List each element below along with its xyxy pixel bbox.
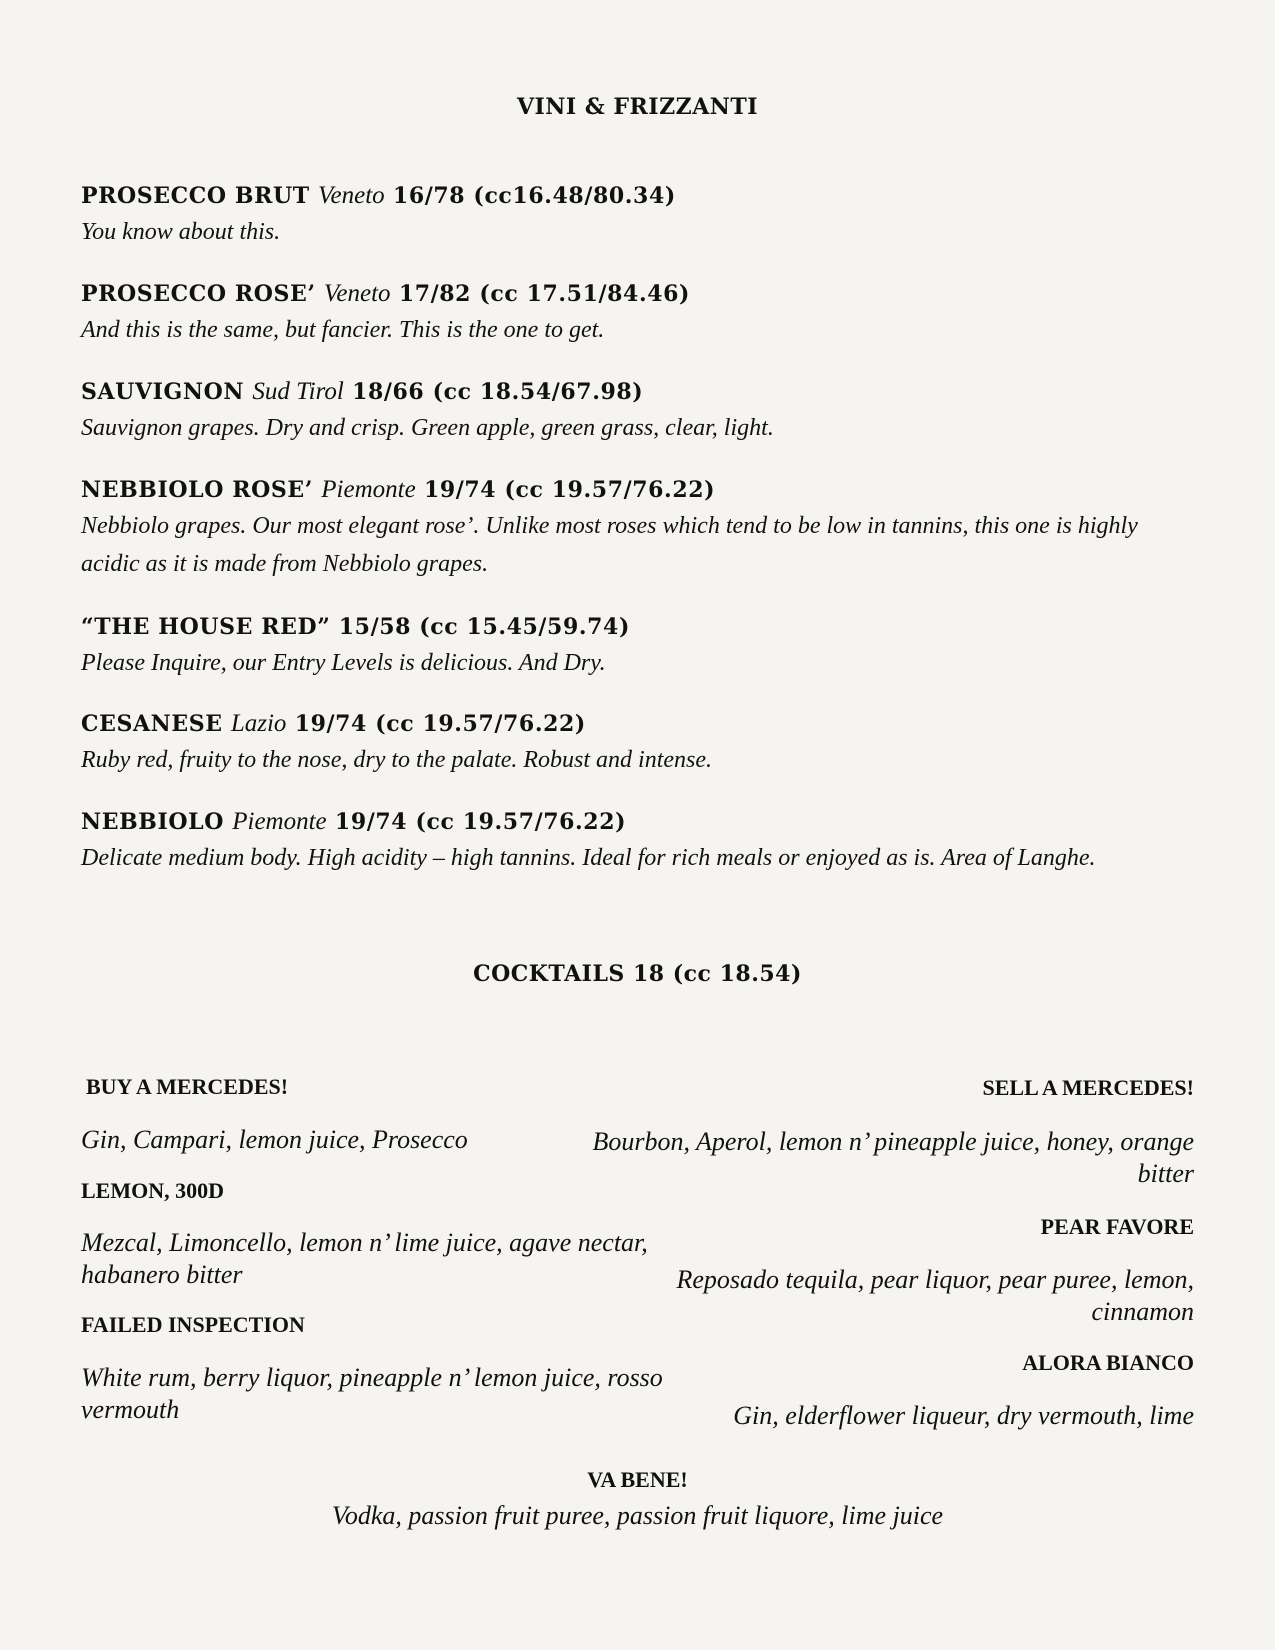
- wine-description: Sauvignon grapes. Dry and crisp. Green apple, green grass, clear, light.: [81, 415, 774, 441]
- wine-region: Veneto: [318, 182, 385, 209]
- cocktail-name: SELL A MERCEDES!: [982, 1075, 1194, 1100]
- wine-description: Delicate medium body. High acidity – high tannins. Ideal for rich meals or enjoyed as is. Area of Langhe.: [81, 845, 1096, 871]
- wine-price: 18/66 (cc 18.54/67.98): [352, 379, 644, 405]
- cocktail-ingredients: Mezcal, Limoncello, lemon n’ lime juice, agave nectar, habanero bitter: [81, 1228, 648, 1289]
- wine-description: And this is the same, but fancier. This is the one to get.: [81, 317, 605, 343]
- wine-price: 19/74 (cc 19.57/76.22): [423, 477, 716, 503]
- wine-name: NEBBIOLO ROSE’: [81, 477, 313, 503]
- wine-name: PROSECCO BRUT: [81, 183, 310, 209]
- cocktail-name: PEAR FAVORE: [1040, 1214, 1194, 1239]
- wine-name: NEBBIOLO: [81, 809, 224, 835]
- wine-price: 19/74 (cc 19.57/76.22): [334, 809, 627, 835]
- wine-item: [81, 181, 1201, 251]
- cocktail-ingredients: Reposado tequila, pear liquor, pear puree, lemon, cinnamon: [676, 1265, 1194, 1326]
- wine-region: Sud Tirol: [252, 378, 344, 405]
- wine-region: Lazio: [230, 710, 287, 737]
- wine-item: [81, 475, 1201, 583]
- wine-name: PROSECCO ROSE’: [81, 281, 316, 307]
- wine-description: Ruby red, fruity to the nose, dry to the palate. Robust and intense.: [81, 747, 713, 773]
- cocktail-name: BUY A MERCEDES!: [86, 1074, 289, 1099]
- wine-price: 17/82 (cc 17.51/84.46): [398, 281, 691, 307]
- cocktail-ingredients: Vodka, passion fruit puree, passion fruit liquore, lime juice: [331, 1501, 944, 1530]
- wine-name: CESANESE: [81, 711, 223, 737]
- wine-item: [81, 612, 1201, 682]
- cocktails-section-title: COCKTAILS 18 (cc 18.54): [473, 961, 802, 987]
- wine-region: Piemonte: [321, 476, 416, 503]
- wine-item: [81, 807, 1201, 877]
- cocktail-ingredients: Gin, Campari, lemon juice, Prosecco: [81, 1125, 468, 1154]
- wine-name: SAUVIGNON: [81, 379, 245, 405]
- wine-price: 16/78 (cc16.48/80.34): [392, 183, 676, 209]
- wine-item: [81, 377, 1201, 447]
- cocktail-name: LEMON, 300D: [81, 1178, 224, 1203]
- wine-description: Please Inquire, our Entry Levels is delicious. And Dry.: [81, 650, 606, 676]
- cocktail-name: VA BENE!: [587, 1467, 688, 1492]
- cocktail-ingredients: Gin, elderflower liqueur, dry vermouth, lime: [733, 1401, 1194, 1430]
- wine-price: 19/74 (cc 19.57/76.22): [294, 711, 586, 737]
- wine-name: “THE HOUSE RED”: [81, 614, 331, 640]
- wine-description: Nebbiolo grapes. Our most elegant rose’. Unlike most roses which tend to be low in tannins, this one is highly acidic as it is made from Nebbiolo grapes.: [81, 513, 1138, 577]
- cocktail-name: FAILED INSPECTION: [81, 1312, 305, 1337]
- cocktail-ingredients: White rum, berry liquor, pineapple n’ lemon juice, rosso vermouth: [81, 1363, 663, 1424]
- cocktail-ingredients: Bourbon, Aperol, lemon n’ pineapple juice, honey, orange bitter: [592, 1127, 1194, 1188]
- cocktail-name: ALORA BIANCO: [1022, 1350, 1194, 1375]
- wine-item: [81, 709, 1201, 779]
- wines-section-title: VINI & FRIZZANTI: [516, 94, 759, 120]
- wine-region: Piemonte: [232, 808, 327, 835]
- wine-item: [81, 279, 1201, 349]
- wine-region: Veneto: [323, 280, 391, 307]
- wine-description: You know about this.: [81, 219, 281, 245]
- wine-price: 15/58 (cc 15.45/59.74): [338, 614, 630, 640]
